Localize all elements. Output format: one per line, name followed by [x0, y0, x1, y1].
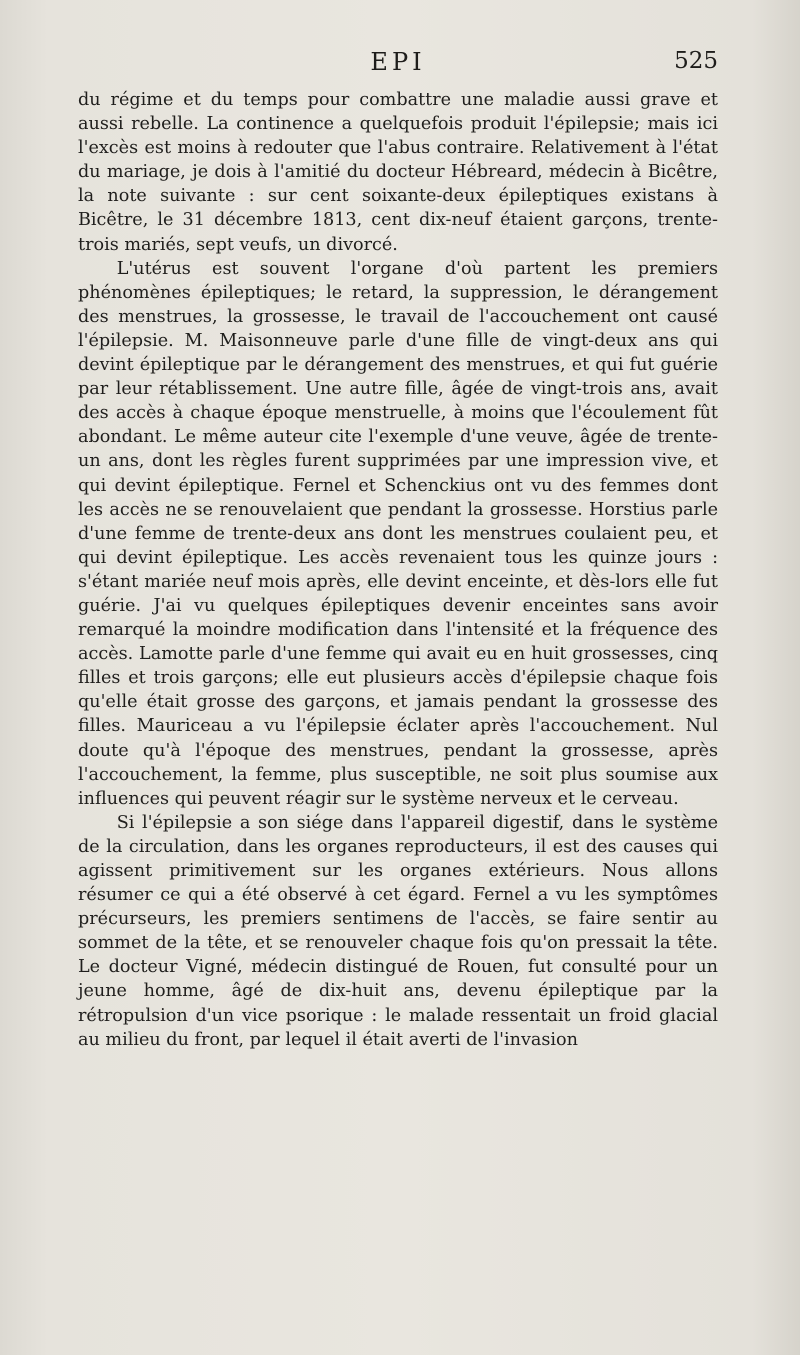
body-text	[78, 88, 718, 1052]
page-number: 525	[674, 48, 718, 74]
paragraph-external-causes: Si l'épilepsie a son siége dans l'appareil digestif, dans le système de la circulation, dans les organes reproducteurs, il est des causes qui agissent primitivement sur les organes extérieurs. Nous allons résumer ce qui a été observé à cet égard. Fernel a vu les symptômes précurseurs, les premiers sentimens de l'accès, se faire sentir au sommet de la tête, et se renouveler chaque fois qu'on pressait la tête. Le docteur Vigné, médecin distingué de Rouen, fut consulté pour un jeune homme, âgé de dix-huit ans, devenu épileptique par la rétropulsion d'un vice psorique : le malade ressentait un froid glacial au milieu du front, par lequel il était averti de l'invasion	[78, 812, 718, 1050]
running-head: EPI	[370, 48, 426, 76]
page-header	[78, 48, 718, 80]
paragraph-uterus-causes: L'utérus est souvent l'organe d'où partent les premiers phénomènes épileptiques; le retard, la suppression, le dérangement des menstrues, la grossesse, le travail de l'accouchement ont causé l'épilepsie. M. Maisonneuve parle d'une fille de vingt-deux ans qui devint épileptique par le dérangement des menstrues, et qui fut guérie par leur rétablissement. Une autre fille, âgée de vingt-trois ans, avait des accès à chaque époque menstruelle, à moins que l'écoulement fût abondant. Le même auteur cite l'exemple d'une veuve, âgée de trente-un ans, dont les règles furent supprimées par une impression vive, et qui devint épileptique. Fernel et Schenckius ont vu des femmes dont les accès ne se renouvelaient que pendant la grossesse. Horstius parle d'une femme de trente-deux ans dont les menstrues coulaient peu, et qui devint épileptique. Les accès revenaient tous les quinze jours : s'étant mariée neuf mois après, elle devint enceinte, et dès-lors elle fut guérie. J'ai vu quelques épileptiques devenir enceintes sans avoir remarqué la moindre modification dans l'intensité et la fréquence des accès. Lamotte parle d'une femme qui avait eu en huit grossesses, cinq filles et trois garçons; elle eut plusieurs accès d'épilepsie chaque fois qu'elle était grosse des garçons, et jamais pendant la grossesse des filles. Mauriceau a vu l'épilepsie éclater après l'accouchement. Nul doute qu'à l'époque des menstrues, pendant la grossesse, après l'accouchement, la femme, plus susceptible, ne soit plus soumise aux influences qui peuvent réagir sur le système nerveux et le cerveau.	[78, 258, 718, 809]
paragraph-marriage-statistics: du régime et du temps pour combattre une maladie aussi grave et aussi rebelle. La continence a quelquefois produit l'épilepsie; mais ici l'excès est moins à redouter que l'abus contraire. Relativement à l'état du mariage, je dois à l'amitié du docteur Hébreard, médecin à Bicêtre, la note suivante : sur cent soixante-deux épileptiques existans à Bicêtre, le 31 décembre 1813, cent dix-neuf étaient garçons, trente-trois mariés, sept veufs, un divorcé.	[78, 90, 718, 255]
